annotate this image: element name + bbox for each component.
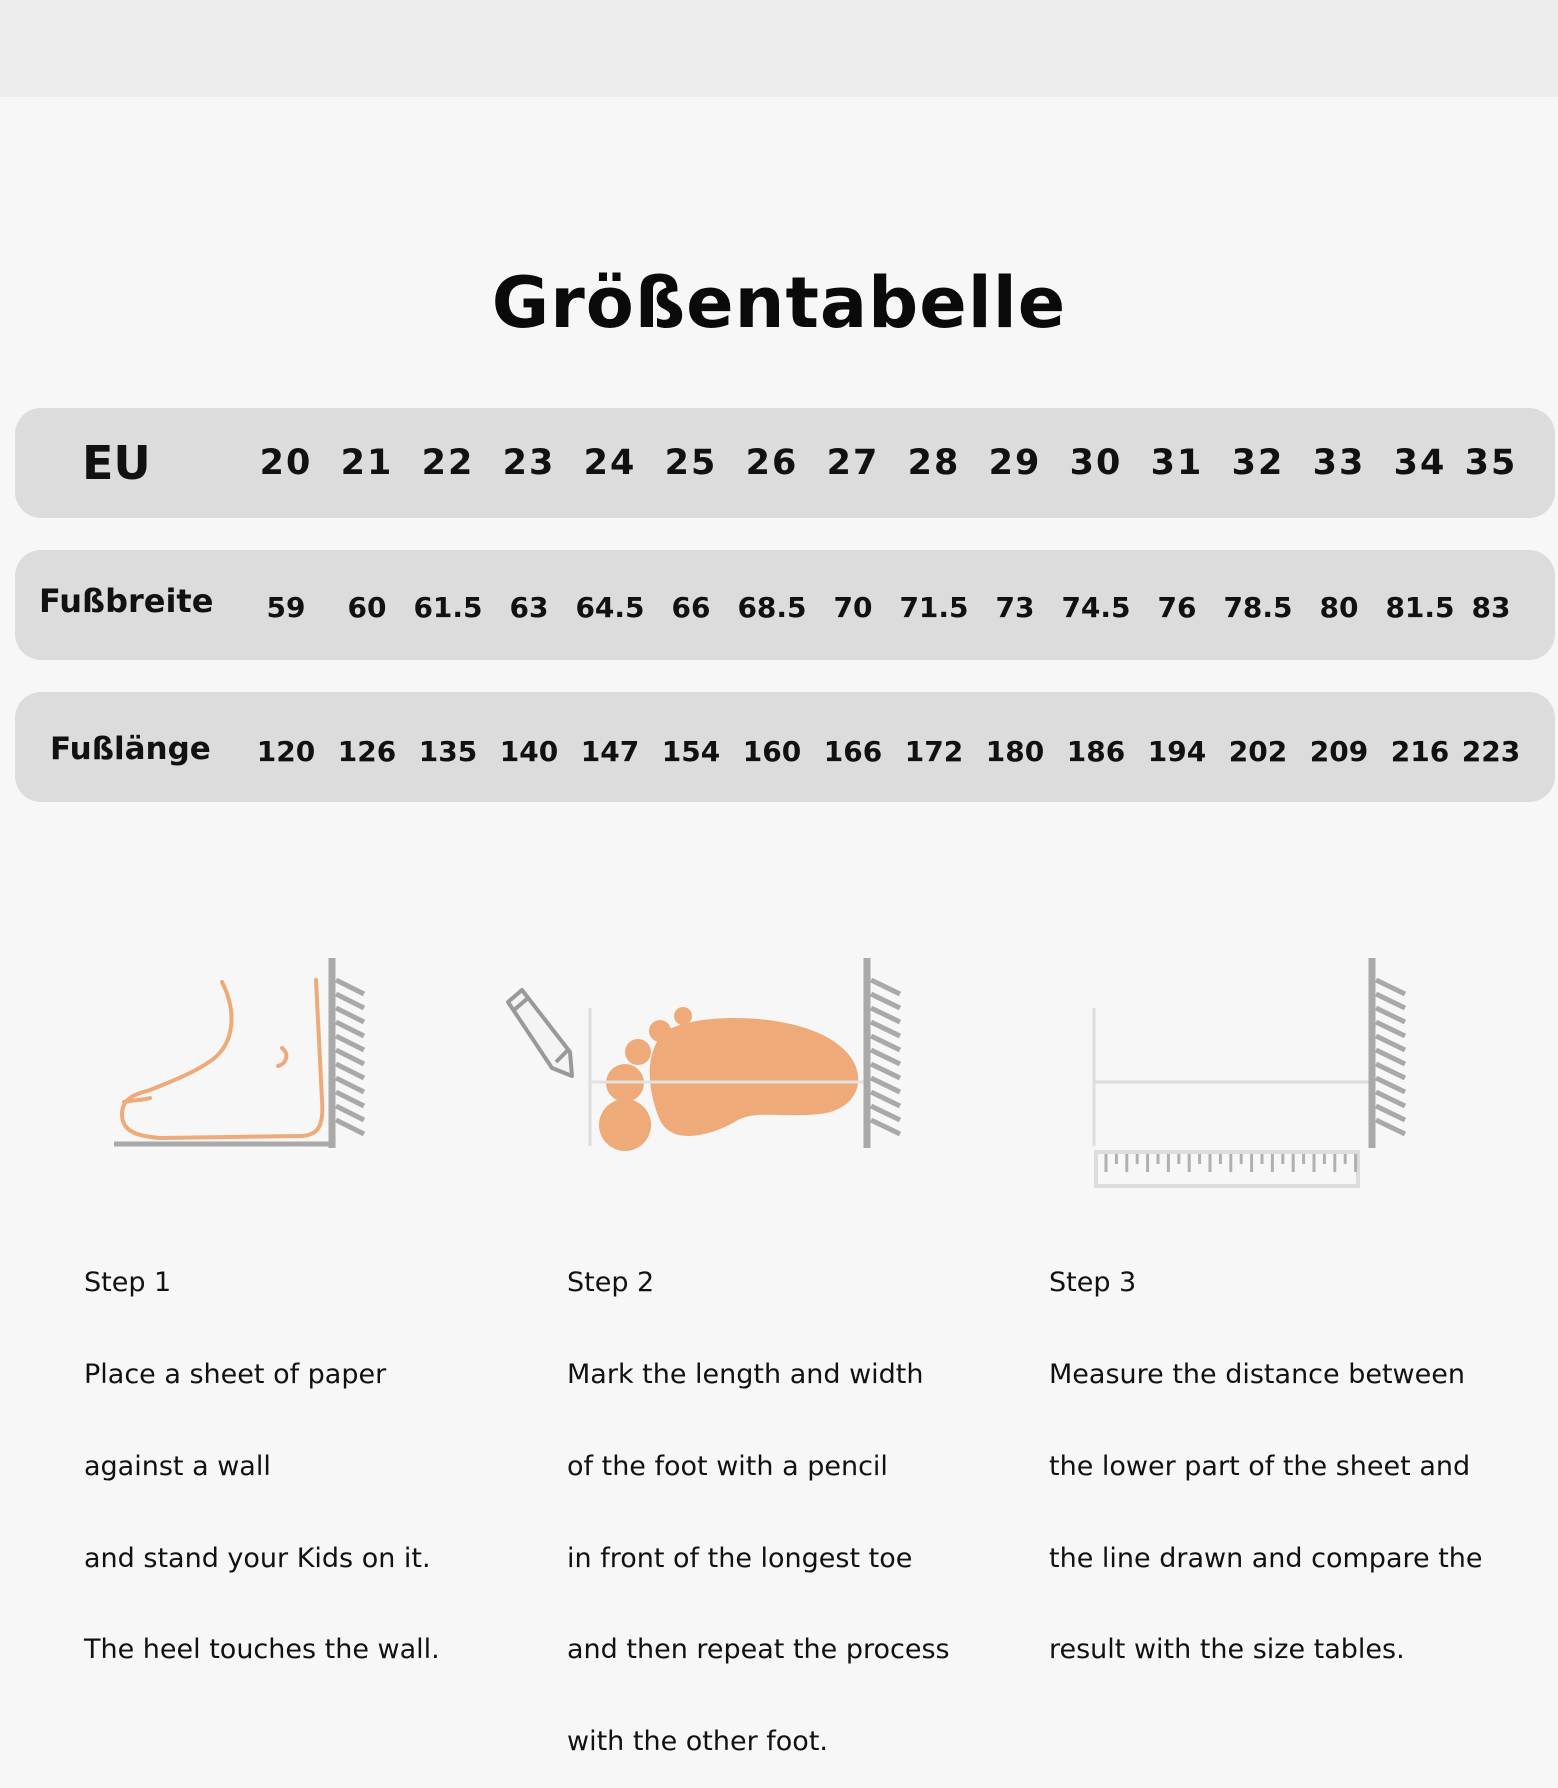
foot-length-cell: 147 — [580, 735, 640, 768]
eu-size-cell: 22 — [421, 443, 475, 483]
step-1-heading: Step 1 — [84, 1267, 172, 1299]
eu-size-cell: 34 — [1393, 443, 1447, 483]
step-3-line: the lower part of the sheet and — [1049, 1450, 1471, 1482]
foot-length-cell: 180 — [985, 735, 1045, 768]
foot-length-cell: 126 — [337, 735, 397, 768]
foot-width-cell: 81.5 — [1385, 591, 1455, 624]
foot-width-cell: 80 — [1319, 591, 1359, 624]
eu-size-cell: 29 — [988, 443, 1042, 483]
step-1-line: against a wall — [84, 1450, 271, 1482]
foot-width-cell: 63 — [509, 591, 549, 624]
eu-size-cell: 21 — [340, 443, 394, 483]
step-2-heading: Step 2 — [567, 1267, 655, 1299]
eu-size-cell: 23 — [502, 443, 556, 483]
step-3-heading: Step 3 — [1049, 1267, 1137, 1299]
step-2-line: with the other foot. — [567, 1726, 828, 1758]
size-row-eu — [15, 408, 1555, 518]
foot-side-illustration — [100, 950, 390, 1160]
foot-length-cell: 223 — [1461, 735, 1521, 768]
step-1-line: The heel touches the wall. — [84, 1634, 440, 1666]
eu-size-cell: 24 — [583, 443, 637, 483]
eu-size-cell: 27 — [826, 443, 880, 483]
step-2-line: of the foot with a pencil — [567, 1450, 888, 1482]
size-row-fussbreite — [15, 550, 1555, 660]
foot-length-cell: 154 — [661, 735, 721, 768]
foot-width-cell: 66 — [671, 591, 711, 624]
foot-length-cell: 186 — [1066, 735, 1126, 768]
foot-width-cell: 60 — [347, 591, 387, 624]
foot-width-cell: 76 — [1157, 591, 1197, 624]
step-1-line: and stand your Kids on it. — [84, 1542, 431, 1574]
foot-length-cell: 202 — [1228, 735, 1288, 768]
eu-size-cell: 31 — [1150, 443, 1204, 483]
foot-width-cell: 70 — [833, 591, 873, 624]
row-label-fussbreite: Fußbreite — [39, 582, 214, 620]
foot-width-cell: 68.5 — [737, 591, 807, 624]
eu-size-cell: 32 — [1231, 443, 1285, 483]
wall-icon — [867, 958, 900, 1148]
footprint-icon — [599, 1007, 858, 1151]
eu-size-cell: 33 — [1312, 443, 1366, 483]
foot-length-cell: 216 — [1390, 735, 1450, 768]
eu-size-cell: 26 — [745, 443, 799, 483]
step-3-text — [1049, 1207, 1483, 1697]
foot-length-cell: 172 — [904, 735, 964, 768]
foot-length-cell: 120 — [256, 735, 316, 768]
foot-length-cell: 209 — [1309, 735, 1369, 768]
step-1-line: Place a sheet of paper — [84, 1358, 387, 1390]
step-2-line: Mark the length and width — [567, 1358, 924, 1390]
foot-length-cell: 194 — [1147, 735, 1207, 768]
step-2-line: in front of the longest toe — [567, 1542, 913, 1574]
step-3-line: the line drawn and compare the — [1049, 1542, 1483, 1574]
foot-width-cell: 64.5 — [575, 591, 645, 624]
size-row-fusslaenge — [15, 692, 1555, 802]
wall-icon — [114, 958, 364, 1148]
step-3-line: result with the size tables. — [1049, 1634, 1405, 1666]
row-label-eu: EU — [82, 436, 151, 490]
foot-width-cell: 71.5 — [899, 591, 969, 624]
ruler-illustration — [1080, 950, 1420, 1200]
foot-width-cell: 83 — [1471, 591, 1511, 624]
foot-side-icon — [122, 980, 322, 1138]
foot-length-cell: 166 — [823, 735, 883, 768]
step-1-text — [84, 1207, 440, 1697]
foot-width-cell: 59 — [266, 591, 306, 624]
eu-size-cell: 20 — [259, 443, 313, 483]
foot-width-cell: 78.5 — [1223, 591, 1293, 624]
page-title: Größentabelle — [491, 262, 1067, 344]
eu-size-cell: 25 — [664, 443, 718, 483]
step-2-text — [567, 1207, 950, 1788]
step-2-line: and then repeat the process — [567, 1634, 950, 1666]
eu-size-cell: 30 — [1069, 443, 1123, 483]
footprint-illustration — [500, 950, 920, 1160]
ruler-icon — [1096, 1152, 1358, 1186]
pencil-icon — [508, 990, 572, 1076]
foot-width-cell: 73 — [995, 591, 1035, 624]
foot-width-cell: 74.5 — [1061, 591, 1131, 624]
eu-size-cell: 28 — [907, 443, 961, 483]
foot-length-cell: 160 — [742, 735, 802, 768]
row-label-fusslaenge: Fußlänge — [50, 731, 211, 767]
foot-length-cell: 140 — [499, 735, 559, 768]
wall-icon — [1372, 958, 1405, 1148]
top-band — [0, 0, 1558, 97]
eu-size-cell: 35 — [1464, 443, 1518, 483]
foot-width-cell: 61.5 — [413, 591, 483, 624]
foot-length-cell: 135 — [418, 735, 478, 768]
step-3-line: Measure the distance between — [1049, 1358, 1465, 1390]
